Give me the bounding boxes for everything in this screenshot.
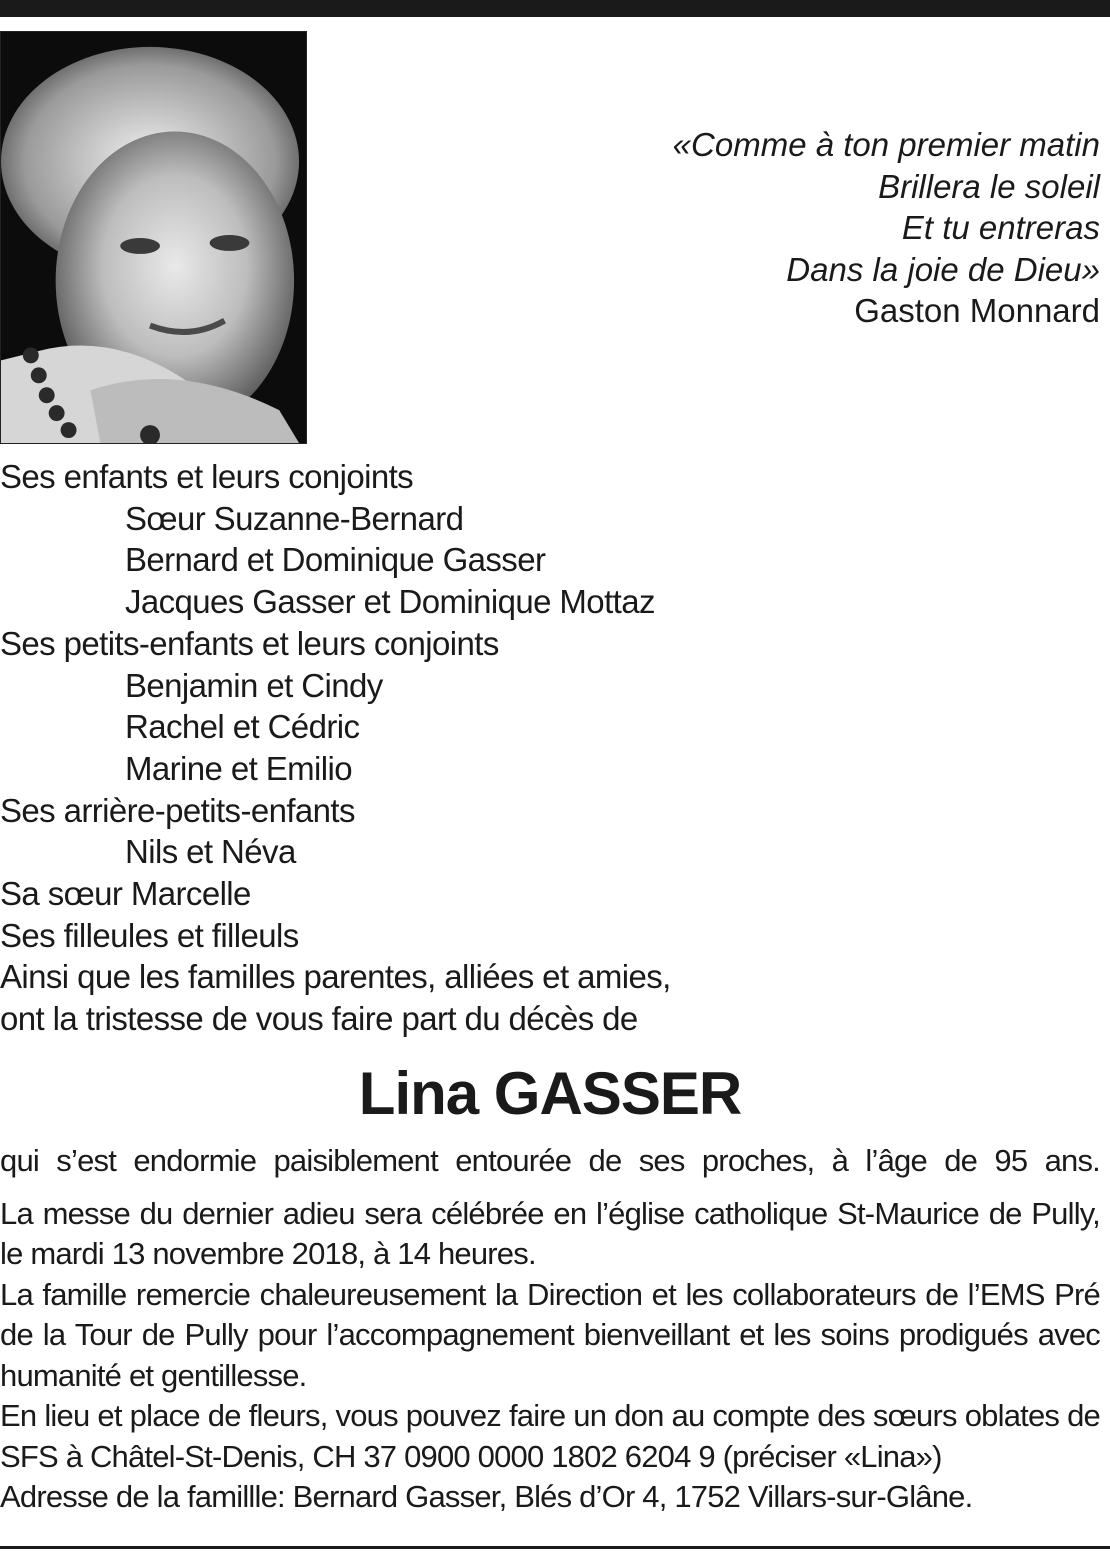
quote-line: Et tu entreras — [901, 209, 1100, 246]
family-member: Sœur Suzanne-Bernard — [125, 499, 464, 537]
family-heading: Ses petits-enfants et leurs conjoints — [0, 624, 499, 662]
announcement-body — [0, 1141, 1100, 1518]
bottom-rule — [0, 1546, 1110, 1549]
family-heading: Ses arrière-petits-enfants — [0, 791, 355, 829]
family-list — [0, 456, 1100, 1040]
donation-paragraph: En lieu et place de fleurs, vous pouvez faire un don au compte des sœurs oblates de SFS à Châtel-St-Denis, CH 37 0900 0000 1802 6204 9 (préciser «Lina») — [0, 1398, 1100, 1474]
quote-line: «Comme à ton premier matin — [672, 126, 1100, 163]
family-heading: Ses filleules et filleuls — [0, 916, 299, 954]
family-member: Marine et Emilio — [125, 749, 352, 787]
portrait-photo — [0, 31, 307, 444]
funeral-mass-paragraph: La messe du dernier adieu sera célébrée en l’église catholique St-Maurice de Pully, le mardi 13 novembre 2018, à 14 heures. — [0, 1195, 1100, 1271]
family-member: Nils et Néva — [125, 833, 296, 871]
family-closing: Ainsi que les familles parentes, alliées et amies, — [0, 958, 671, 996]
family-heading: Ses enfants et leurs conjoints — [0, 458, 414, 495]
deceased-name: Lina GASSER — [358, 1060, 742, 1127]
family-member: Rachel et Cédric — [125, 708, 360, 746]
epitaph-quote — [580, 124, 1100, 332]
quote-line: Dans la joie de Dieu» — [786, 250, 1100, 288]
quote-author: Gaston Monnard — [854, 292, 1100, 329]
top-rule — [0, 0, 1110, 17]
family-member: Benjamin et Cindy — [125, 666, 383, 704]
family-member: Bernard et Dominique Gasser — [125, 541, 546, 579]
family-heading: Sa sœur Marcelle — [0, 875, 251, 913]
age-statement: qui s’est endormie paisiblement entourée de ses proches, à l’âge de 95 ans. — [0, 1143, 1100, 1178]
portrait-photo-icon — [1, 32, 306, 443]
thanks-paragraph: La famille remercie chaleureusement la Direction et les collaborateurs de l’EMS Pré de la Tour de Pully pour l’accompagnement bienveillant et les soins prodigués avec humanité et gentillesse. — [0, 1276, 1100, 1393]
family-address: Adresse de la famillle: Bernard Gasser, Blés d’Or 4, 1752 Villars-sur-Glâne. — [0, 1479, 973, 1514]
family-member: Jacques Gasser et Dominique Mottaz — [125, 583, 655, 621]
quote-line: Brillera le soleil — [878, 167, 1100, 205]
family-closing: ont la tristesse de vous faire part du décès de — [0, 1000, 638, 1038]
